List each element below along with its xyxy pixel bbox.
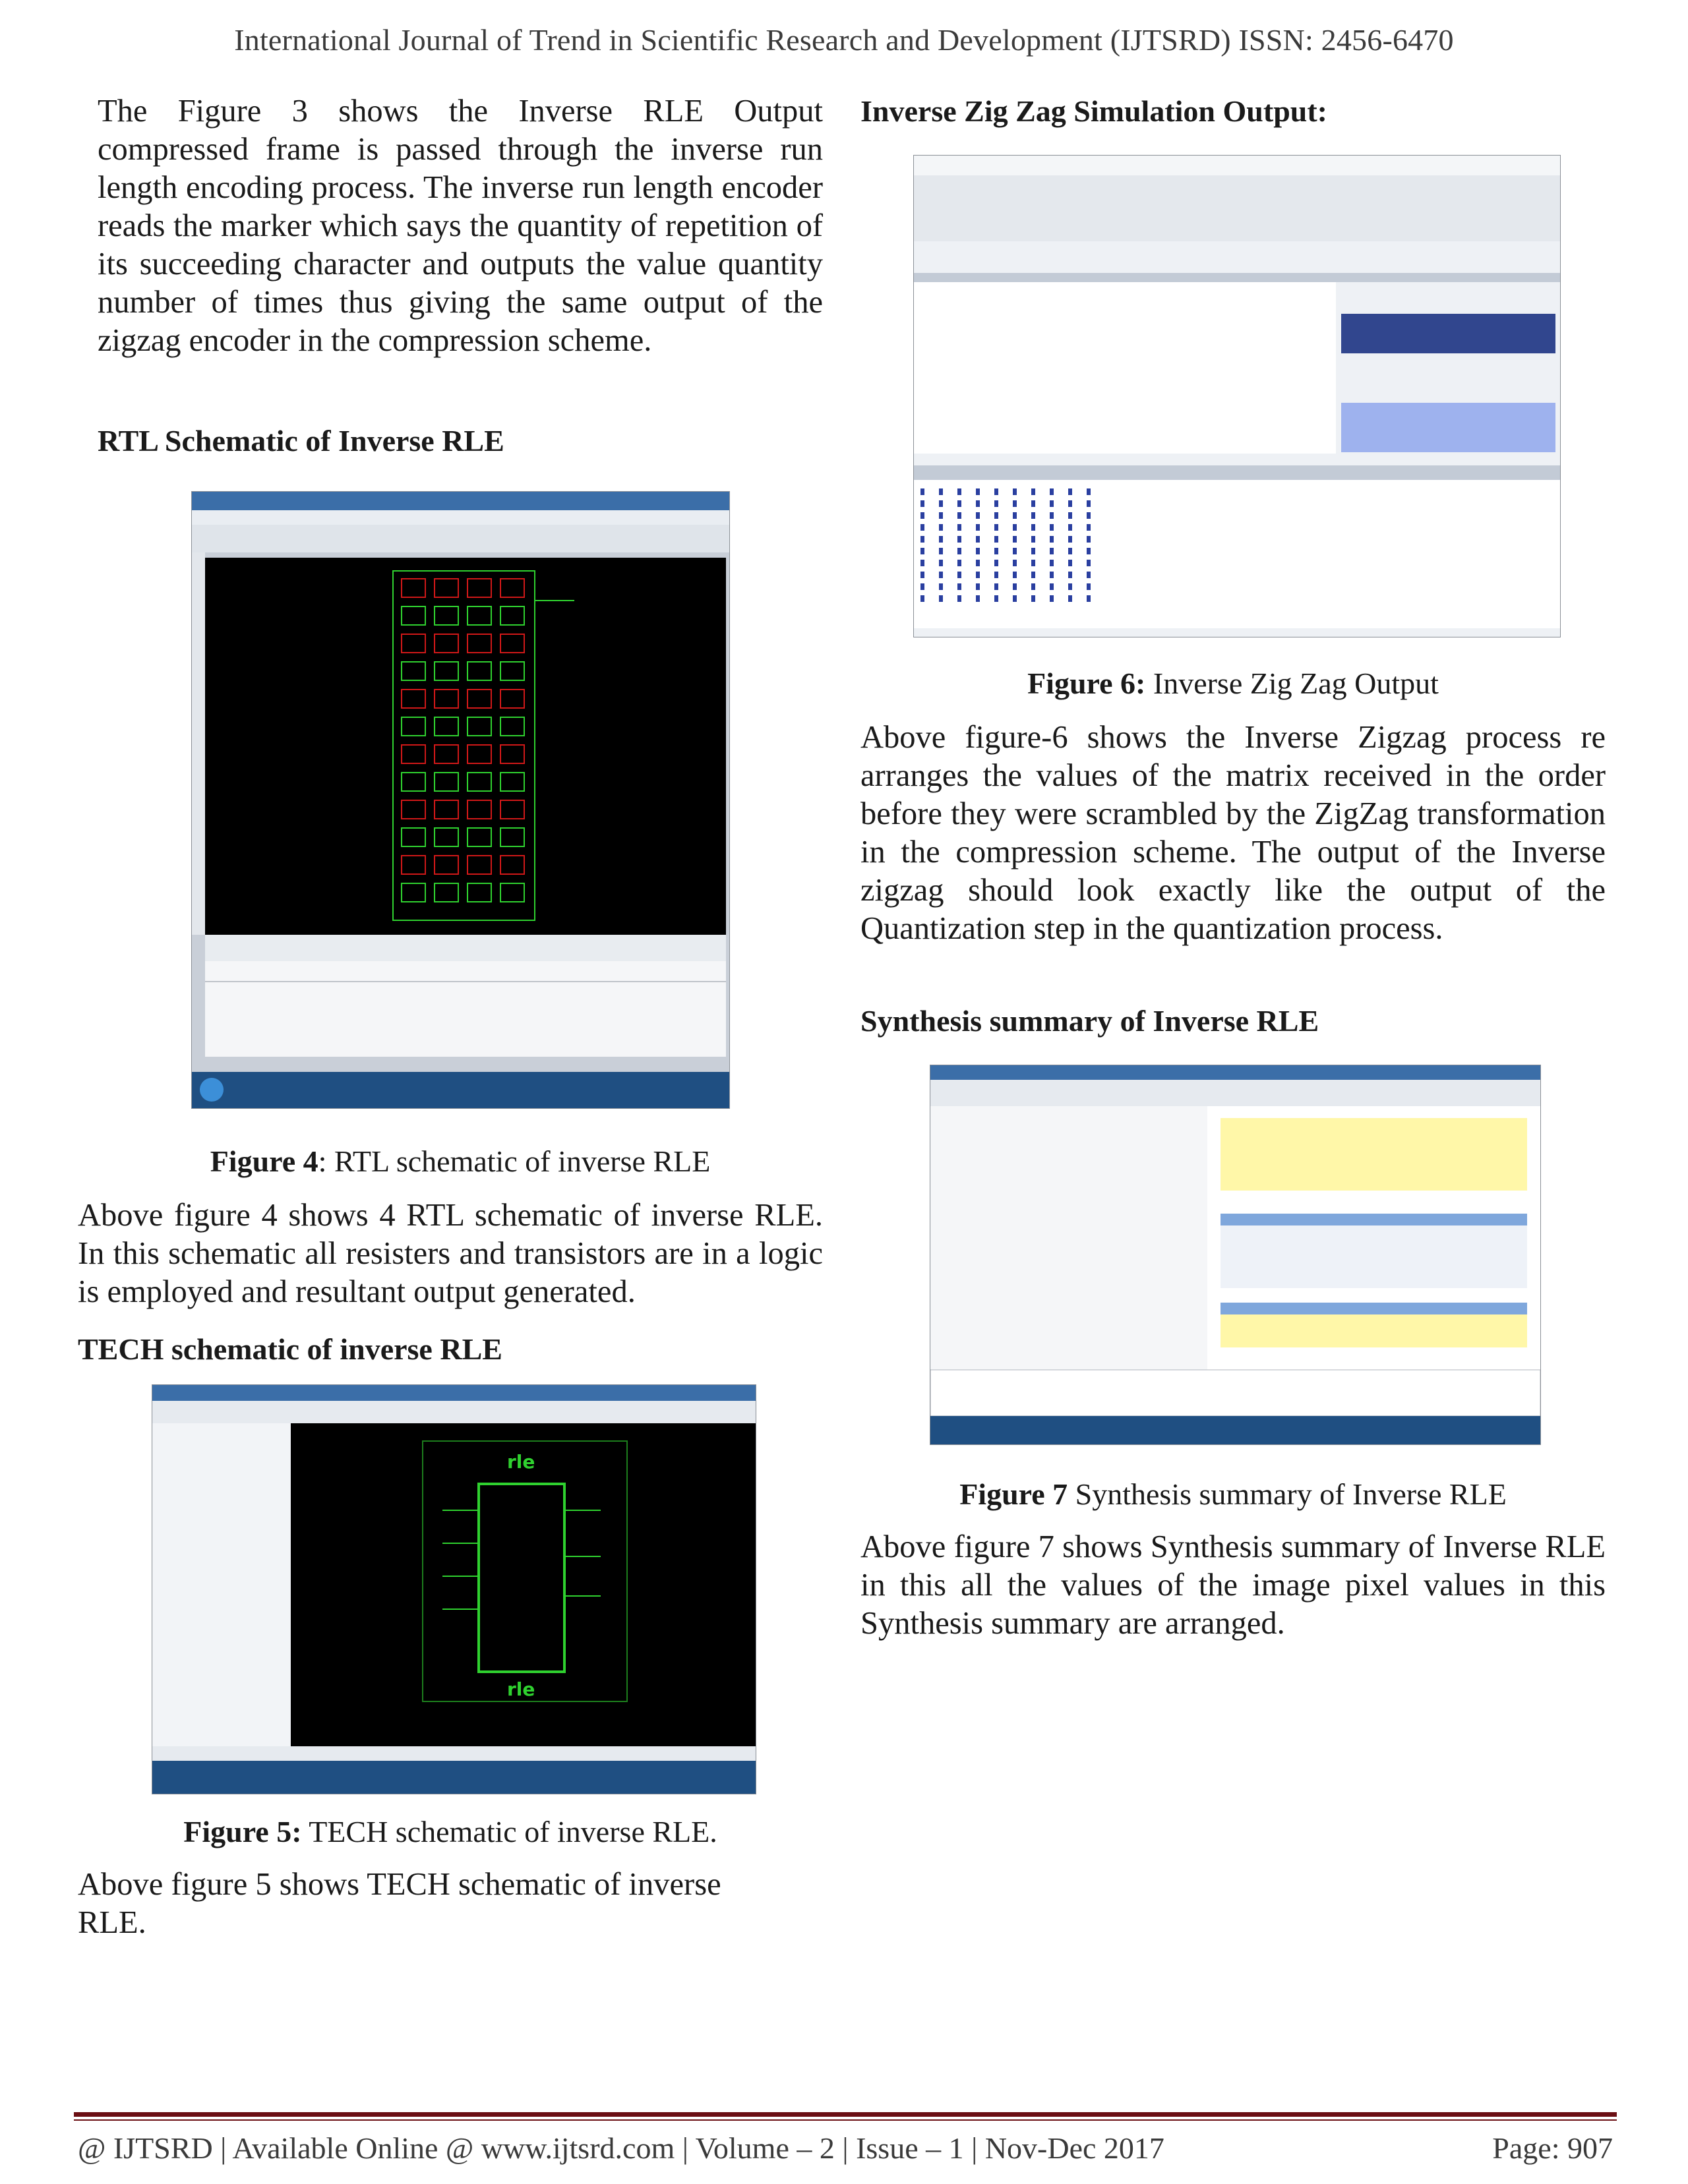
transcript-glyph [920, 524, 924, 531]
transcript-glyph [939, 536, 943, 543]
transcript-glyph [976, 488, 980, 495]
transcript-glyph [1068, 548, 1072, 554]
transcript-glyph [1087, 572, 1091, 578]
transcript-glyph [1087, 500, 1091, 507]
paragraph-fig6-description: Above figure-6 shows the Inverse Zigzag process re arranges the values of the matrix received in the order before they were scrambled by the ZigZag transformation in the compression scheme. The output of the Inverse zigzag should look exactly like the output of the Quantization step in the quantization process. [860, 720, 1606, 946]
transcript-glyph [1050, 524, 1054, 531]
transcript-glyph [1068, 595, 1072, 602]
transcript-glyph [957, 560, 961, 566]
transcript-glyph [957, 595, 961, 602]
transcript-glyph [920, 488, 924, 495]
transcript-glyph [1087, 560, 1091, 566]
caption-figure-5 [78, 1814, 823, 1849]
transcript-glyph [1068, 572, 1072, 578]
transcript-glyph [1013, 583, 1017, 590]
left-column-middle [78, 1196, 823, 1311]
transcript-glyph [957, 500, 961, 507]
right-column-bottom [860, 1528, 1606, 1643]
footer-rule-thin [74, 2119, 1617, 2121]
figure-7-caption-text: Synthesis summary of Inverse RLE [1068, 1477, 1507, 1511]
transcript-glyph [976, 595, 980, 602]
transcript-glyph [976, 536, 980, 543]
transcript-glyph [1050, 536, 1054, 543]
transcript-glyph [976, 560, 980, 566]
transcript-glyph [1050, 595, 1054, 602]
transcript-glyph [920, 560, 924, 566]
transcript-glyph [1031, 572, 1035, 578]
transcript-glyph [1068, 524, 1072, 531]
footer-journal-info: @ IJTSRD | Available Online @ www.ijtsrd.com | Volume – 2 | Issue – 1 | Nov-Dec 2017 [78, 2131, 1164, 2165]
heading-rtl-schematic: RTL Schematic of Inverse RLE [98, 424, 504, 457]
transcript-glyph [1013, 595, 1017, 602]
transcript-glyph [1068, 560, 1072, 566]
transcript-glyph [994, 572, 998, 578]
page-number: Page: 907 [1492, 2131, 1613, 2165]
transcript-glyph [1031, 536, 1035, 543]
tech-block-label-top: rle [507, 1451, 535, 1473]
transcript-glyph [939, 583, 943, 590]
transcript-glyph [939, 488, 943, 495]
transcript-glyph [939, 560, 943, 566]
transcript-glyph [994, 524, 998, 531]
transcript-glyph [1087, 488, 1091, 495]
transcript-glyph [920, 512, 924, 519]
transcript-glyph [994, 548, 998, 554]
transcript-glyph [1013, 524, 1017, 531]
tech-block-label-bottom: rle [507, 1678, 535, 1700]
transcript-glyph [1031, 595, 1035, 602]
transcript-glyph [1013, 560, 1017, 566]
transcript-glyph [1031, 500, 1035, 507]
figure-5-caption-text: TECH schematic of inverse RLE. [301, 1815, 717, 1848]
heading-synthesis-summary: Synthesis summary of Inverse RLE [860, 1004, 1319, 1038]
heading-inverse-zigzag: Inverse Zig Zag Simulation Output: [860, 94, 1327, 128]
transcript-glyph [920, 548, 924, 554]
transcript-glyph [1050, 583, 1054, 590]
transcript-glyph [994, 560, 998, 566]
transcript-glyph [1050, 488, 1054, 495]
transcript-glyph [1050, 560, 1054, 566]
transcript-glyph [920, 583, 924, 590]
transcript-glyph [1031, 488, 1035, 495]
left-column [98, 92, 823, 360]
transcript-glyph [957, 583, 961, 590]
transcript-glyph [1031, 512, 1035, 519]
transcript-glyph [1050, 512, 1054, 519]
paragraph-fig5-description: Above figure 5 shows TECH schematic of inverse RLE. [78, 1867, 721, 1940]
transcript-glyph [939, 524, 943, 531]
transcript-glyph [994, 488, 998, 495]
transcript-glyph [1031, 560, 1035, 566]
transcript-glyph [1087, 512, 1091, 519]
figure-5-tech-schematic [152, 1384, 756, 1794]
page-footer [78, 2131, 1613, 2166]
transcript-glyph [976, 572, 980, 578]
figure-4-rtl-schematic [191, 491, 730, 1109]
transcript-glyph [957, 536, 961, 543]
transcript-glyph [1068, 500, 1072, 507]
transcript-glyph [1013, 488, 1017, 495]
transcript-glyph [1013, 548, 1017, 554]
transcript-glyph [1013, 512, 1017, 519]
transcript-glyph [920, 500, 924, 507]
transcript-glyph [920, 572, 924, 578]
transcript-glyph [957, 548, 961, 554]
transcript-glyph [1087, 548, 1091, 554]
transcript-glyph [957, 488, 961, 495]
transcript-glyph [976, 583, 980, 590]
transcript-glyph [994, 583, 998, 590]
transcript-glyph [920, 536, 924, 543]
transcript-glyph [939, 548, 943, 554]
transcript-glyph [994, 500, 998, 507]
transcript-glyph [1087, 583, 1091, 590]
figure-6-caption-text: Inverse Zig Zag Output [1145, 666, 1439, 700]
transcript-glyph [1013, 500, 1017, 507]
transcript-glyph [994, 512, 998, 519]
transcript-glyph [1087, 536, 1091, 543]
figure-7-synthesis-summary [930, 1065, 1541, 1445]
transcript-glyph [976, 512, 980, 519]
caption-figure-7 [860, 1477, 1606, 1512]
transcript-glyph [1087, 524, 1091, 531]
paragraph-fig7-description: Above figure 7 shows Synthesis summary of Inverse RLE in this all the values of the image pixel values in this Synthesis summary are arranged. [860, 1529, 1606, 1641]
transcript-glyph [1013, 536, 1017, 543]
left-column-bottom [78, 1866, 757, 1942]
transcript-glyph [1068, 488, 1072, 495]
transcript-glyph [1031, 524, 1035, 531]
paragraph-inverse-rle-output: The Figure 3 shows the Inverse RLE Output compressed frame is passed through the inverse run length encoding process. The inverse run length encoder reads the marker which says the quantity of repetition of its succeeding character and outputs the value quantity number of times thus giving the same output of the zigzag encoder in the compression scheme. [98, 94, 823, 358]
journal-header: International Journal of Trend in Scientific Research and Development (IJTSRD) ISSN: 2456-6470 [234, 23, 1454, 57]
figure-4-caption-text: : RTL schematic of inverse RLE [318, 1144, 711, 1178]
transcript-glyph [939, 512, 943, 519]
figure-5-label: Figure 5: [183, 1815, 302, 1848]
heading-tech-schematic: TECH schematic of inverse RLE [78, 1332, 502, 1366]
transcript-glyph [994, 536, 998, 543]
transcript-glyph [1068, 512, 1072, 519]
transcript-glyph [1050, 572, 1054, 578]
transcript-glyph [976, 500, 980, 507]
transcript-glyph [994, 595, 998, 602]
transcript-glyph [939, 572, 943, 578]
transcript-glyph [1087, 595, 1091, 602]
transcript-glyph [957, 524, 961, 531]
footer-rule-thick [74, 2112, 1617, 2117]
figure-6-label: Figure 6: [1027, 666, 1146, 700]
figure-4-label: Figure 4 [210, 1144, 318, 1178]
figure-6-zigzag-simulation [913, 155, 1561, 637]
transcript-glyph [957, 512, 961, 519]
transcript-glyph [1031, 548, 1035, 554]
transcript-glyph [957, 572, 961, 578]
transcript-glyph [976, 548, 980, 554]
transcript-glyph [1050, 500, 1054, 507]
paragraph-fig4-description: Above figure 4 shows 4 RTL schematic of inverse RLE. In this schematic all resisters and transistors are in a logic is employed and resultant output generated. [78, 1198, 823, 1309]
transcript-glyph [1068, 583, 1072, 590]
transcript-glyph [939, 595, 943, 602]
transcript-glyph [1031, 583, 1035, 590]
caption-figure-6 [860, 666, 1606, 701]
figure-7-label: Figure 7 [959, 1477, 1068, 1511]
right-column-middle [860, 719, 1606, 948]
transcript-glyph [976, 524, 980, 531]
transcript-glyph [1068, 536, 1072, 543]
caption-figure-4 [98, 1144, 823, 1179]
transcript-glyph [920, 595, 924, 602]
transcript-glyph [1013, 572, 1017, 578]
transcript-glyph [939, 500, 943, 507]
transcript-glyph [1050, 548, 1054, 554]
